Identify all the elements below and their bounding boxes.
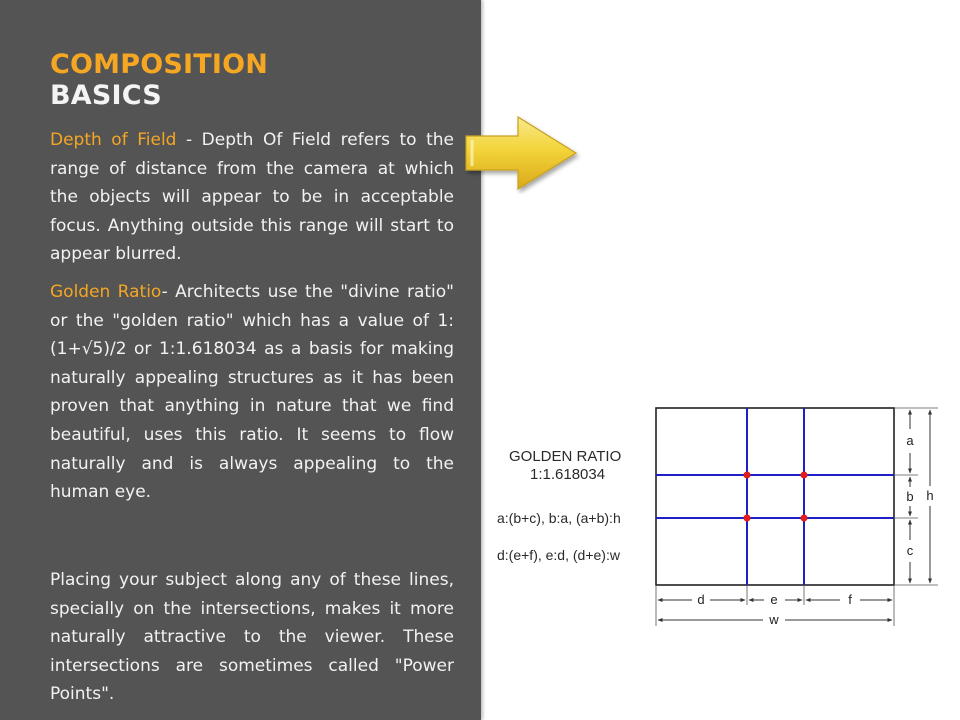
label-e: e bbox=[770, 592, 778, 607]
power-point bbox=[744, 472, 751, 479]
label-w: w bbox=[769, 612, 779, 627]
golden-ratio-text: - Architects use the "divine ratio" or the "golden ratio" which has a value of 1:(1+√5)/2 or 1:1.618034 as a basis for making naturally appealing structures as it has been proven that anything in nature that we find beautiful, uses this ratio. It seems to flow naturally and is always appealing to the human eye. bbox=[50, 282, 454, 503]
power-point bbox=[744, 515, 751, 522]
depth-of-field-paragraph bbox=[50, 126, 454, 269]
diagram-frame bbox=[656, 408, 894, 585]
label-a: a bbox=[906, 433, 914, 448]
width-formula: d:(e+f), e:d, (d+e):w bbox=[497, 547, 620, 563]
golden-ratio-paragraph bbox=[50, 278, 454, 507]
golden-ratio-diagram bbox=[640, 398, 950, 638]
right-arrow-icon bbox=[462, 112, 582, 194]
depth-of-field-text: - Depth Of Field refers to the range of distance from the camera at which the objects will appear to be in acceptable focus. Anything outside this range will start to appear blurred. bbox=[50, 130, 454, 265]
height-formula: a:(b+c), b:a, (a+b):h bbox=[497, 510, 621, 526]
power-point bbox=[801, 515, 808, 522]
golden-ratio-term: Golden Ratio bbox=[50, 282, 162, 302]
label-d: d bbox=[697, 592, 705, 607]
golden-ratio-heading: GOLDEN RATIO bbox=[509, 448, 622, 465]
placing-subject-paragraph: Placing your subject along any of these lines, specially on the intersections, makes it more naturally attractive to the viewer. These intersections are sometimes called "Power Points". bbox=[50, 570, 454, 705]
depth-of-field-term: Depth of Field bbox=[50, 130, 177, 150]
power-point bbox=[801, 472, 808, 479]
label-b: b bbox=[906, 489, 914, 504]
label-f: f bbox=[848, 592, 852, 607]
slide-title: COMPOSITION bbox=[50, 49, 269, 80]
golden-ratio-value: 1:1.618034 bbox=[530, 466, 606, 483]
label-c: c bbox=[906, 543, 914, 558]
label-h: h bbox=[926, 488, 934, 503]
slide-subtitle: BASICS bbox=[50, 80, 162, 111]
